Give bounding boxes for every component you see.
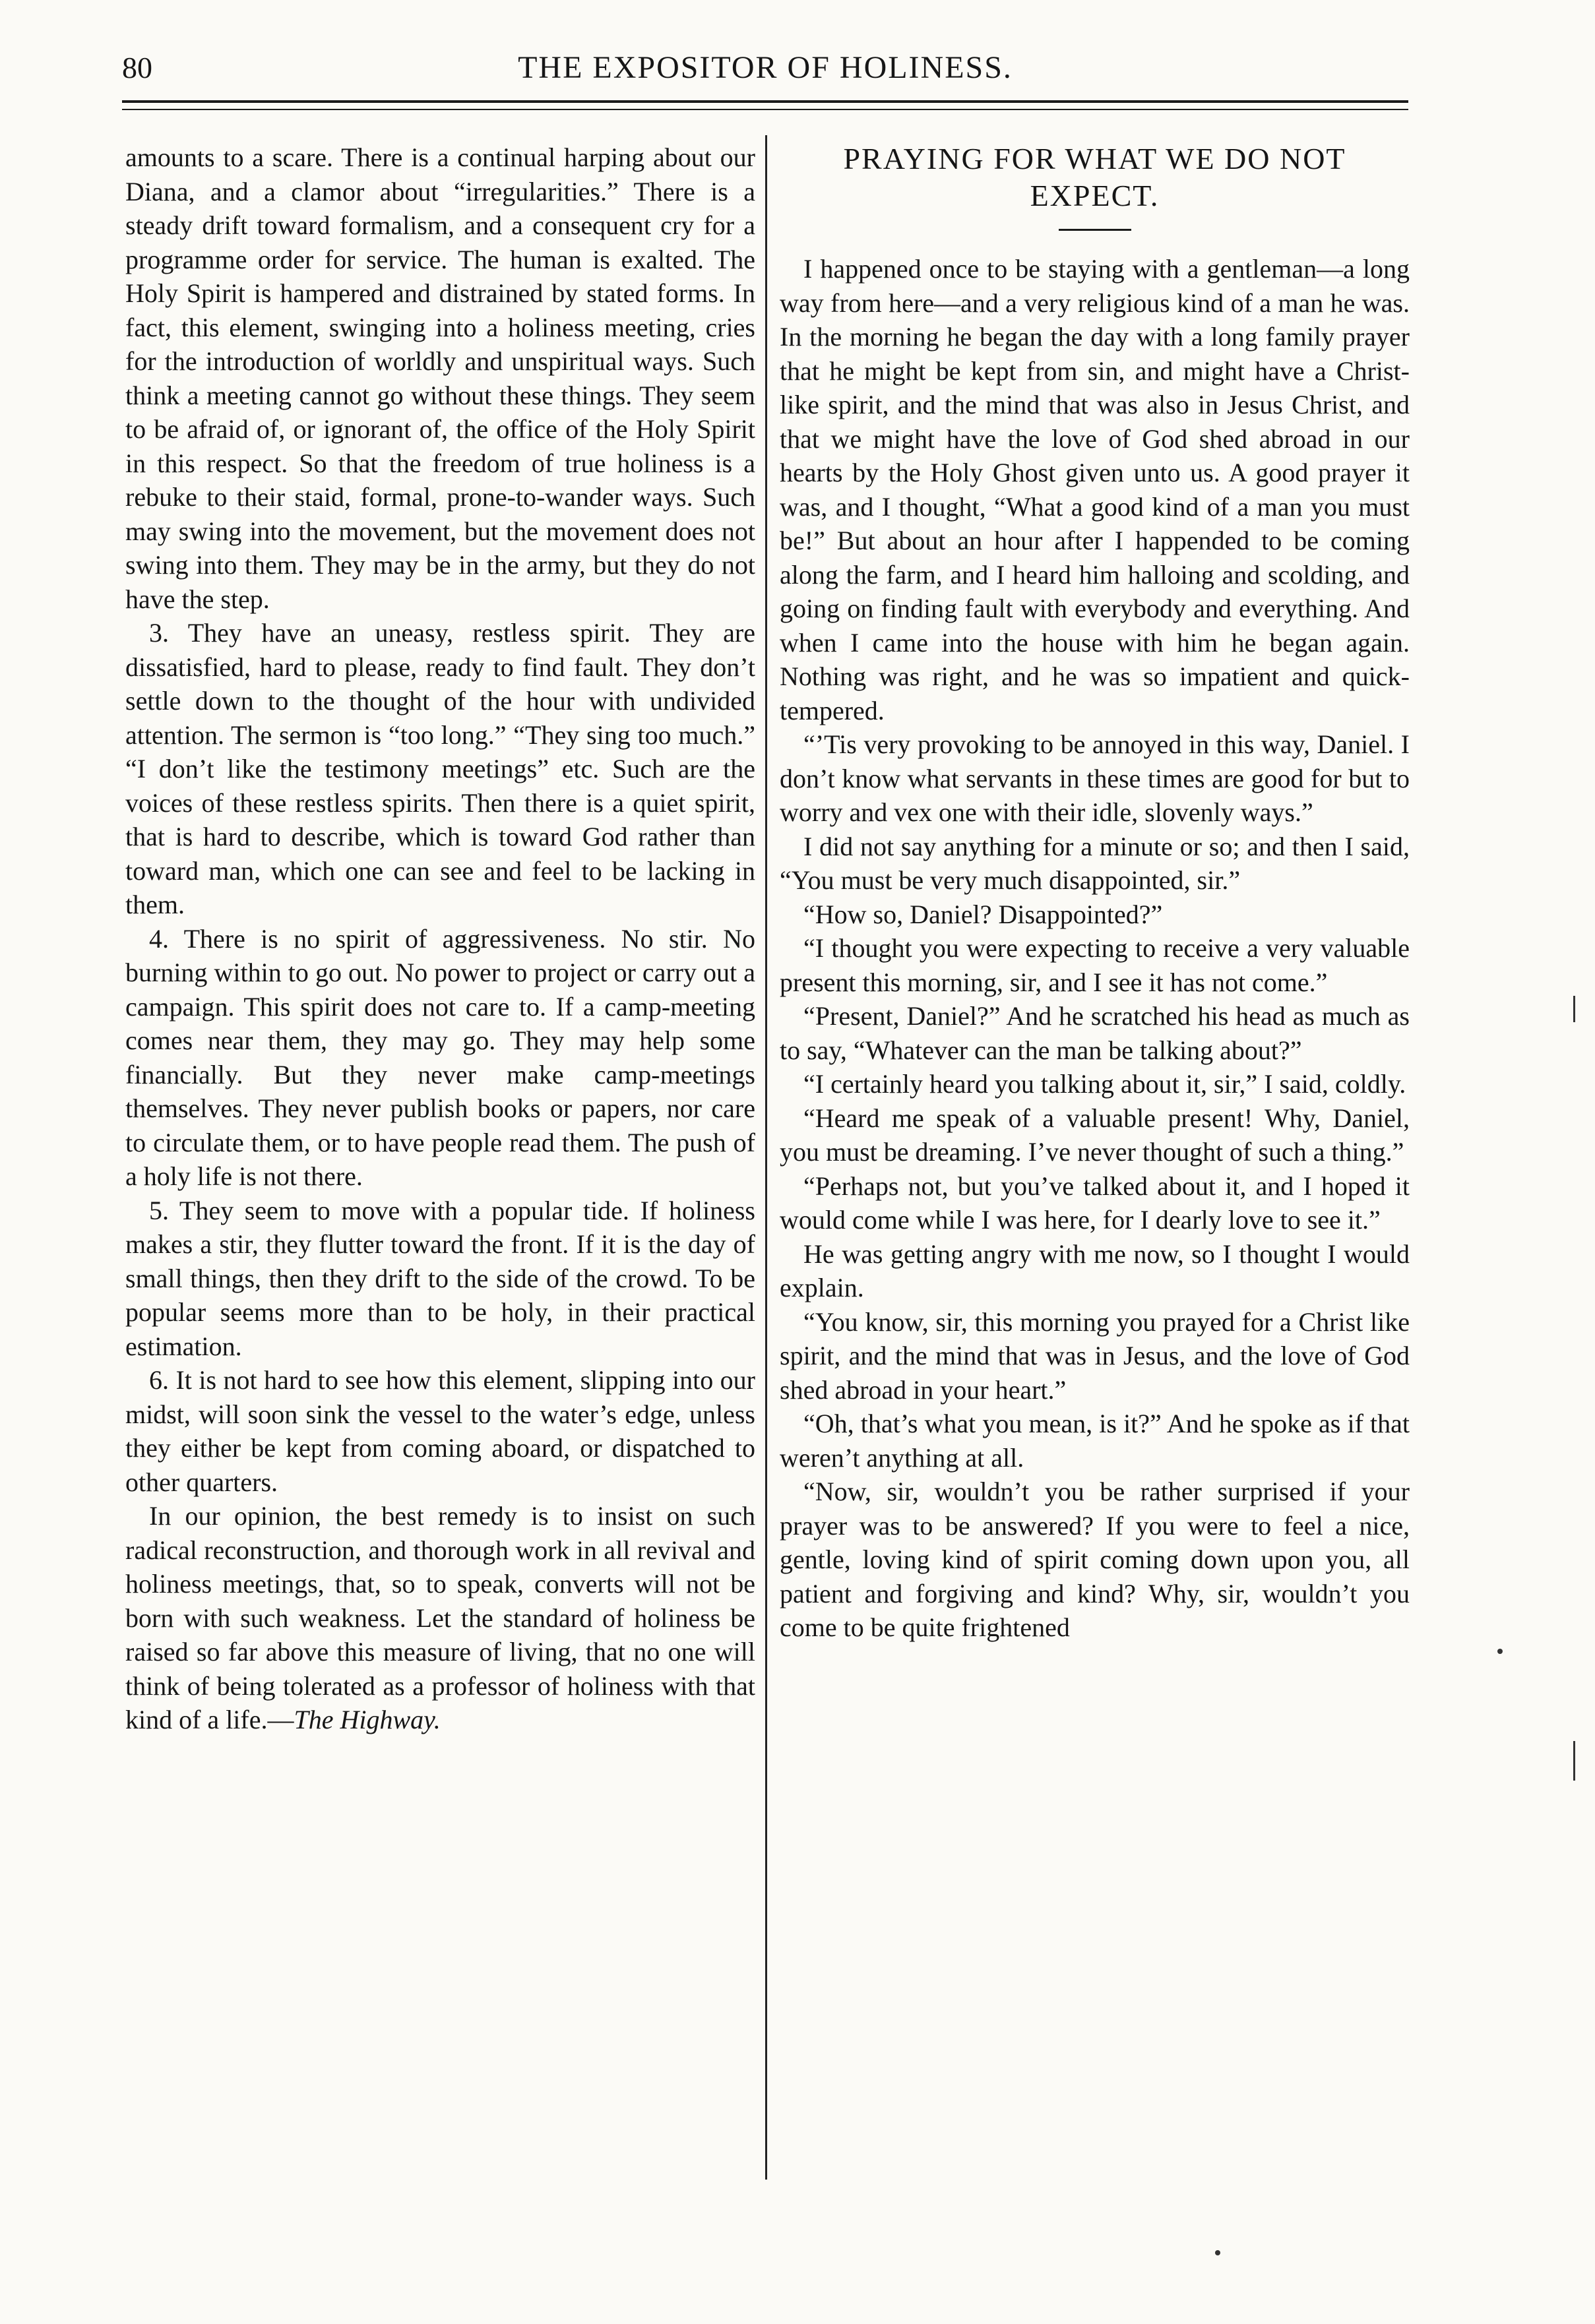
page-number: 80 (122, 51, 152, 84)
left-paragraph-point-3: 3. They have an uneasy, restless spirit. They are dissatisfied, hard to please, ready to find fault. They don’t settle down to the thought of the hour with undivided attention. The sermon is “too long.” “They sing too much.” “I don’t like the testimony meetings” etc. Such are the voices of these restless spirits. Then there is a quiet spirit, that is hard to describe, which is toward God rather than toward man, which one can see and feel to be lacking in them. (125, 618, 755, 919)
source-attribution: The Highway. (294, 1705, 441, 1734)
right-paragraph-3: I did not say anything for a minute or so; and then I said, “You must be very much disappointed, sir.” (780, 831, 1410, 895)
right-paragraph-12: “Oh, that’s what you mean, is it?” And he spoke as if that weren’t anything at all. (780, 1409, 1410, 1473)
margin-mark (1573, 1741, 1575, 1781)
left-column (125, 140, 755, 1737)
right-paragraph-6: “Present, Daniel?” And he scratched his head as much as to say, “Whatever can the man be talking about?” (780, 1001, 1410, 1065)
right-paragraph-10: He was getting angry with me now, so I thought I would explain. (780, 1238, 1410, 1302)
page-header (122, 45, 1408, 91)
left-paragraph-point-6: 6. It is not hard to see how this element, slipping into our midst, will soon sink the vessel to the water’s edge, unless they either be kept from coming aboard, or dispatched to other quarters. (125, 1365, 755, 1497)
right-paragraph-5: “I thought you were expecting to receive a very valuable present this morning, sir, and I see it has not come.” (780, 933, 1410, 997)
right-paragraph-13: “Now, sir, wouldn’t you be rather surprised if your prayer was to be answered? If you were to feel a nice, gentle, loving kind of spirit coming down upon you, all patient and forgiving and kind? Why, sir, wouldn’t you come to be quite frightened (780, 1477, 1410, 1642)
right-paragraph-1: I happened once to be staying with a gentleman—a long way from here—and a very religious kind of a man he was. In the morning he began the day with a long family prayer that he might be kept from sin, and might have a Christ-like spirit, and the mind that was also in Jesus Christ, and that we might have the love of God shed abroad in our hearts by the Holy Ghost given unto us. A good prayer it was, and I thought, “What a good kind of a man you must be!” But about an hour after I happended to be coming along the farm, and I heard him halloing and scolding, and going on finding fault with everybody and everything. And when I came into the house with him he began again. Nothing was right, and he was so impatient and quick-tempered. (780, 254, 1410, 725)
title-rule (1059, 229, 1131, 231)
left-paragraph-continued: amounts to a scare. There is a continual harping about our Diana, and a clamor about “irregularities.” There is a steady drift toward formalism, and a consequent cry for a programme order for service. The human is exalted. The Holy Spirit is hampered and distrained by stated forms. In fact, this element, swinging into a holiness meeting, cries for the introduction of worldly and unspiritual ways. Such think a meeting cannot go without these things. They seem to be afraid of, or ignorant of, the office of the Holy Spirit in this respect. So that the freedom of true holiness is a rebuke to their staid, formal, prone-to-wander ways. Such may swing into the movement, but the movement does not swing into them. They may be in the army, but they do not have the step. (125, 142, 755, 614)
running-title: THE EXPOSITOR OF HOLINESS. (518, 50, 1013, 85)
left-paragraph-closing (125, 1499, 755, 1737)
margin-mark (1573, 996, 1575, 1022)
right-paragraph-4: “How so, Daniel? Disappointed?” (803, 899, 1163, 929)
right-paragraph-2: “’Tis very provoking to be annoyed in this way, Daniel. I don’t know what servants in these times are good for but to worry and vex one with their idle, slovenly ways.” (780, 729, 1410, 827)
header-rule-thick (122, 100, 1408, 103)
left-paragraph-point-4: 4. There is no spirit of aggressiveness. No stir. No burning within to go out. No power to project or carry out a campaign. This spirit does not care to. If a camp-meeting comes near them, they may go. They may help some financially. But they never make camp-meetings themselves. They never publish books or papers, nor care to circulate them, or to have people read them. The push of a holy life is not there. (125, 923, 755, 1191)
article-title: PRAYING FOR WHAT WE DO NOT EXPECT. (843, 142, 1346, 212)
right-paragraph-7: “I certainly heard you talking about it, sir,” I said, coldly. (803, 1069, 1406, 1099)
right-column (780, 140, 1410, 1645)
ink-speck (1215, 2250, 1220, 2255)
right-paragraph-8: “Heard me speak of a valuable present! Why, Daniel, you must be dreaming. I’ve never thought of such a thing.” (780, 1103, 1410, 1167)
column-divider (765, 135, 767, 2180)
right-paragraph-9: “Perhaps not, but you’ve talked about it, and I hoped it would come while I was here, for I dearly love to see it.” (780, 1171, 1410, 1235)
ink-speck (1497, 1649, 1503, 1654)
right-paragraph-11: “You know, sir, this morning you prayed for a Christ like spirit, and the mind that was in Jesus, and the love of God shed abroad in your heart.” (780, 1306, 1410, 1405)
header-rule-thin (122, 109, 1408, 110)
closing-text: In our opinion, the best remedy is to insist on such radical reconstruction, and thorough work in all revival and holiness meetings, that, so to speak, converts will not be born with such weakness. Let the standard of holiness be raised so far above this measure of living, that no one will think of being tolerated as a professor of holiness with that kind of a life.— (125, 1501, 755, 1734)
left-paragraph-point-5: 5. They seem to move with a popular tide. If holiness makes a stir, they flutter toward the front. If it is the day of small things, then they drift to the side of the crowd. To be popular seems more than to be holy, in their practical estimation. (125, 1195, 755, 1361)
